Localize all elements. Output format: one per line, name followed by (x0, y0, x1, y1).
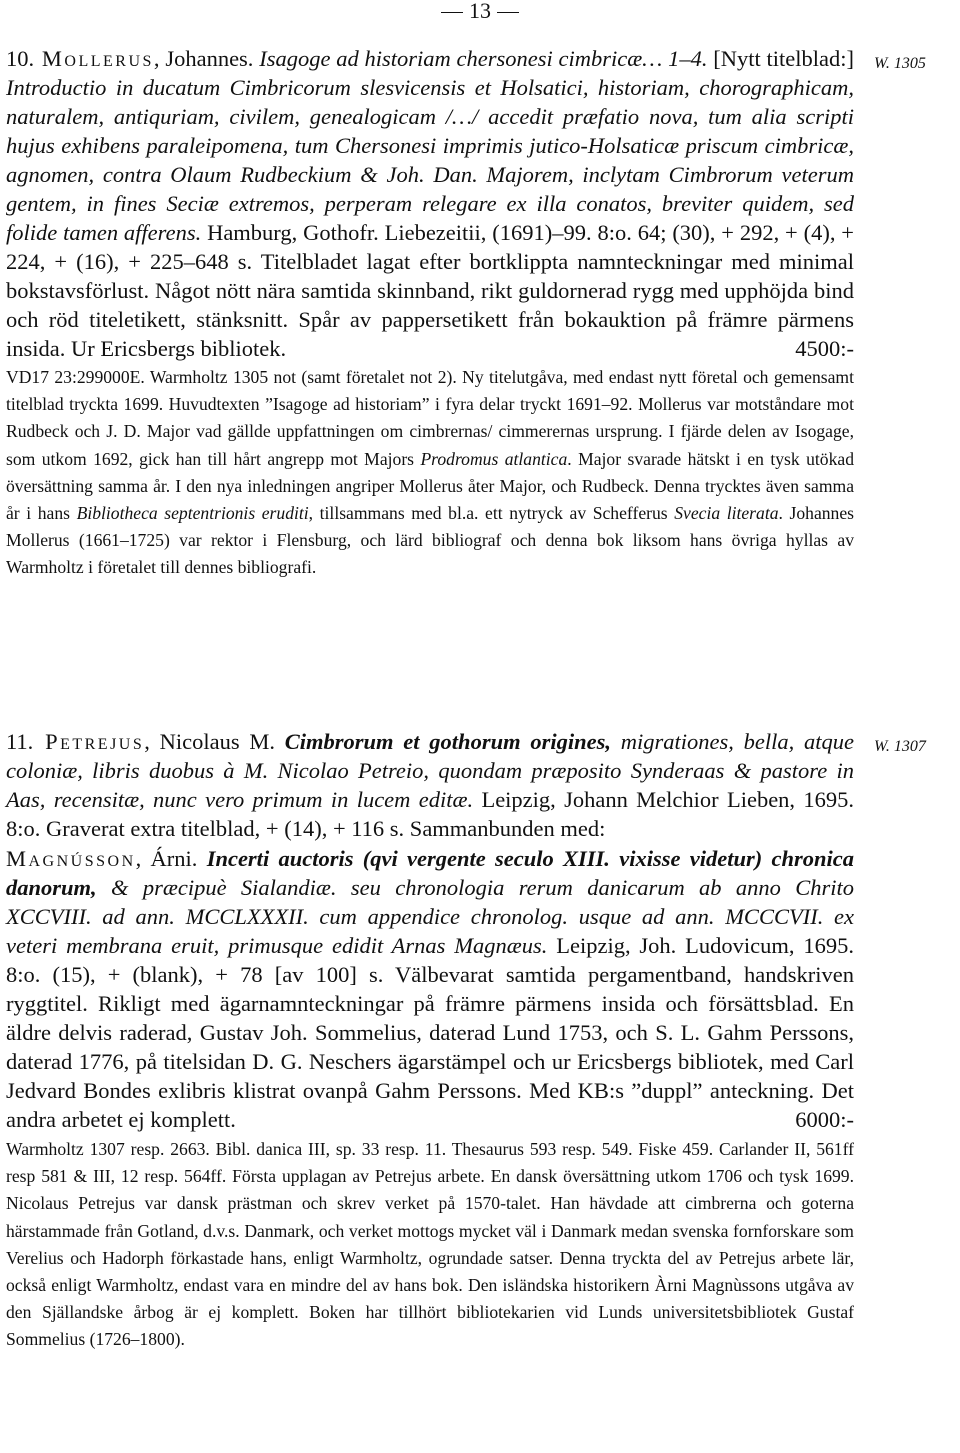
title-text: migrationes, bella, atque coloniæ, libris duobus à M. Nicolao Petreio, quondam præposito Synderaas (6, 729, 855, 783)
author-forename: , Johannes. (153, 46, 260, 71)
margin-reference: W. 1307 (874, 738, 926, 755)
title-bold: Cimbrorum et gothorum origines, (284, 729, 611, 754)
title-note: [Nytt titelblad:] (707, 46, 854, 71)
author-forename: , Árni. (135, 846, 207, 871)
ampersand: & (360, 162, 378, 187)
entry-11-note (6, 1136, 854, 1354)
entry-10-note (6, 364, 854, 582)
title-text: Introductio in ducatum Cimbricorum slesvicensis et Holsatici, historiam, chorographicam, naturalem, antiquriam, civilem, genealogicam /…/ accedit præfatio nova, tum alia scripti hujus exhibens paraleipomena, tum Chersonesi imprimis jutico-Holsaticæ priscum cimbricæ, agnomen, contra Olaum Rudbeckium (6, 75, 854, 187)
author-surname: Magnússon (6, 846, 136, 871)
note-text: , tillsammans med bl.a. ett nytryck av Schefferus (308, 503, 675, 524)
title-text: pastore in Aas, recensitæ, nunc vero primum in lucem editæ. (6, 758, 855, 812)
entry-11-bound-with (6, 844, 854, 1134)
entry-number: 11. (6, 729, 34, 754)
author-surname: Mollerus (41, 46, 154, 71)
note-italic-title: Bibliotheca septentrionis eruditi (76, 503, 309, 524)
title-text: Isagoge ad historiam chersonesi cimbricæ… 1–4. (259, 46, 708, 71)
entry-11-description (6, 727, 854, 843)
note-text: Warmholtz 1307 resp. 2663. Bibl. danica III, sp. 33 resp. 11. Thesaurus 593 resp. 549. Fiske 459. Carlander II, 561ff resp 581 & III, 12 resp. 564ff. Första upplagan av Petrejus arbete. En dansk översättning utkom 1706 och tysk 1699. Nicolaus Petrejus var dansk prästman och skrev verket på 1570-talet. Han hävdade att cimbrerna och goterna härstammade från Gotland, d.v.s. Danmark, och verket mottogs mycket väl i Danmark medan svenska fornforskare som Verelius och Hadorph förkastade hans, enligt Warmholtz, ogrundade satser. Denna tryckta del av Petrejus arbete lär, också enligt Warmholtz, endast vara en mindre del av hans bok. Den isländska historikern Àrni Magnùssons utgåva av den Själlandske årbog är ej komplett. Boken har tillhört bibliotekarien vid Lunds universitetsbibliotek Gustaf Sommelius (1726–1800). (6, 1139, 854, 1350)
author-forename: , Nicolaus M. (144, 729, 285, 754)
ampersand: & (733, 758, 752, 783)
page-number-text: 13 (469, 0, 491, 23)
entry-number: 10. (6, 46, 35, 71)
entry-10-description (6, 44, 854, 363)
note-text: . Johannes Mollerus (1661–1725) var rektor i Flensburg, och lärd bibliograf och denna bok liksom hans övriga hyllas av Warmholtz i företalet till dennes bibliografi. (6, 503, 854, 578)
page-number-dash-left (441, 12, 463, 13)
author-surname: Petrejus (45, 729, 145, 754)
note-italic-title: Svecia literata (674, 503, 779, 524)
entry-11 (6, 727, 854, 1354)
ampersand: & (111, 875, 129, 900)
note-italic-title: Prodromus atlantica (420, 448, 568, 469)
imprint-and-condition: Hamburg, Gothofr. Liebezeitii, (1691)–99. 8:o. 64; (30), + 292, + (4), + 224, + (16), + 225–648 s. Titelbladet lagat efter bortklippta namnteckningar med minimal bokstavsförlust. Något nött nära samtida skinnband, rikt guldornerad rygg med upphöjda bind och röd titeletikett, stänksnitt. Spår av pappersetikett från bokauktion på främre pärmens insida. Ur Ericsbergs bibliotek. (6, 220, 854, 361)
imprint-and-condition: Leipzig, Joh. Ludovicum, 1695. 8:o. (15), + (blank), + 78 [av 100] s. Välbevarat samtida pergamentband, handskriven ryggtitel. Rikligt med ägarnamnteckningar på främre pärmens insida och försättsblad. En äldre delvis raderad, Gustav Joh. Sommelius, daterad Lund 1753, och S. L. Gahm Perssons, daterad 1776, på titelsidan D. G. Neschers ägarstämpel och ur Ericsbergs bibliotek, med Carl Jedvard Bondes exlibris klistrat ovanpå Gahm Perssons. Med KB:s ”duppl” anteckning. Det andra arbetet ej komplett. (6, 933, 854, 1132)
margin-reference: W. 1305 (874, 55, 926, 72)
note-text: VD17 23:299000E. Warmholtz 1305 not (samt företalet not 2). Ny titelutgåva, med endast nytt företal och gemensamt titelblad tryckta 1699. Huvudtexten ”Isagoge ad historiam” i fyra delar tryckt 1691–92. Mollerus var motståndare mot Rudbeck och J. D. Major vad gällde uppfattningen om cimbrernas/ cimmerernas ursprung. I fjärde delen av Isogage, som utkom 1692, gick han till hårt angrepp mot Majors (6, 367, 854, 469)
title-text: præcipuè Sialandiæ. seu chronologia rerum danicarum ab anno Chrito XCCVIII. ad ann. MCCLXXXII. cum appendice chronolog. usque ad ann. MCCCVII. ex veteri membrana eruit, primusque edidit Arnas Magnæus. (6, 875, 854, 958)
note-text: . Major svarade hätskt i en tysk utökad översättning samma år. I den nya inledningen angriper Mollerus åter Major, och Rudbeck. Denna trycktes även samma år i hans (6, 448, 854, 524)
imprint-and-condition: Leipzig, Johann Melchior Lieben, 1695. 8:o. Graverat extra titelblad, + (14), + 116 s. Sammanbunden med: (6, 787, 854, 841)
entry-10 (6, 44, 854, 582)
page-number (0, 0, 960, 22)
page-number-dash-right (497, 12, 519, 13)
price: 4500:- (795, 336, 854, 361)
price: 6000:- (795, 1107, 854, 1132)
title-text: Joh. Dan. Majorem, inclytam Cimbrorum veterum gentem, in fines Seciæ extremos, perperam relegare ex illa conatos, breviter quidem, sed folide tamen afferens. (6, 162, 855, 245)
title-bold: Incerti auctoris (qvi vergente seculo XIII. vixisse videtur) chronica danorum, (6, 846, 854, 900)
